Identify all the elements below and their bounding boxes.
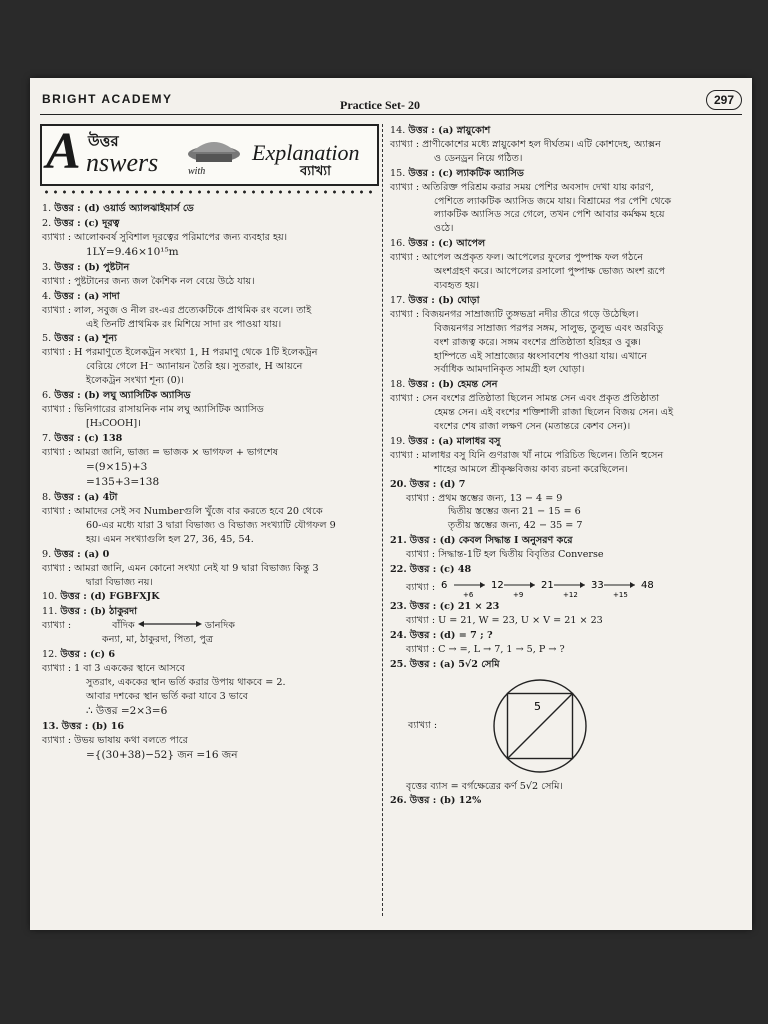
banner-uttor: উত্তর xyxy=(88,132,119,150)
answer-9: 9. উত্তর : (a) 0 ব্যাখ্যা : আমরা জানি, এমন কোনো সংখ্যা নেই যা 9 দ্বারা বিভাজ্য কিন্তু 3 দ্বারা বিভাজ্য নয়। xyxy=(42,548,319,588)
square-side-label: 5 xyxy=(534,699,541,713)
document-page xyxy=(30,78,752,930)
answer-2: 2. উত্তর : (c) দূরত্ব ব্যাখ্যা : আলোকবর্ষ সুবিশাল দূরত্বের পরিমাপের জন্য ব্যবহার হয়। 1LY=9.46×10¹⁵m xyxy=(42,217,288,258)
answer-21: 21. উত্তর : (d) কেবল সিদ্ধান্ত I অনুসরণ করে ব্যাখ্যা : সিদ্ধান্ত-1টি হল দ্বিতীয় বিবৃতির Converse xyxy=(390,535,604,561)
arrow-head-icon xyxy=(630,582,635,588)
answer-6: 6. উত্তর : (b) লঘু অ্যাসিটিক অ্যাসিড ব্যাখ্যা : ভিনিগারের রাসায়নিক নাম লঘু অ্যাসিটিক অ্যাসিড [H₃COOH]। xyxy=(42,390,264,429)
answer-17: 17. উত্তর : (b) ঘোড়া ব্যাখ্যা : বিজয়নগর সাম্রাজ্যটি তুঙ্গভদ্রা নদীর তীরে গড়ে উঠেছিল। বিজয়নগর সাম্রাজ্য পরপর সঙ্গম, সালুভ, তুলুভ এবং অরবিডু বংশ রাজত্ব করে। সঙ্গম বংশের প্রতিষ্ঠাতা হরিহর ও বুক্ক। হাম্পিতে এই সাম্রাজ্যের ধ্বংসাবশেষ পাওয়া যায়। এখানে সর্বাধিক আমদানিকৃত সামগ্রী হল ঘোড়া। xyxy=(390,294,664,376)
answer-3: 3. উত্তর : (b) পুষ্টটান ব্যাখ্যা : পুষ্টটানের জন্য জল কৈশিক নল বেয়ে উঠে যায়। xyxy=(42,261,255,287)
answer-8: 8. উত্তর : (a) 4টা ব্যাখ্যা : আমাদের সেই সব Numberগুলি খুঁজে বার করতে হবে 20 থেকে 60-এর মধ্যে যারা 3 দ্বারা বিভাজ্য ও বিভাজ্য সংখ্যাটি যৌগফল 9 হয়। এমন সংখ্যাগুলি হল 27, 36, 45, 54. xyxy=(42,492,336,545)
answer-16: 16. উত্তর : (c) আপেল ব্যাখ্যা : আপেল অপ্রকৃত ফল। আপেলের ফুলের পুষ্পাক্ষ ফল গঠনে অংশগ্রহণ করে। আপেলের রসালো পুষ্পাক্ষ ভোজ্য অংশ রূপে ব্যবহৃত হয়। xyxy=(390,238,665,291)
answer-18: 18. উত্তর : (b) হেমন্ত সেন ব্যাখ্যা : সেন বংশের প্রতিষ্ঠাতা ছিলেন সামন্ত সেন এবং প্রকৃত প্রতিষ্ঠাতা হেমন্ত সেন। এই বংশের শক্তিশালী রাজা ছিলেন বিজয় সেন। এই বংশের শেষ রাজা লক্ষণ সেন (মতান্তরে কেশব সেন)। xyxy=(390,379,674,433)
answer-22: 22. উত্তর : (c) 48 ব্যাখ্যা : 6 +6 12 +9 21 +12 33 +15 48 xyxy=(390,563,742,599)
answer-23: 23. উত্তর : (c) 21 × 23 ব্যাখ্যা : U = 21, W = 23, U × V = 21 × 23 xyxy=(390,601,603,626)
answer-20: 20. উত্তর : (d) 7 ব্যাখ্যা : প্রথম স্তম্ভের জন্য, 13 − 4 = 9 দ্বিতীয় স্তম্ভের জন্য 21 − 15 = 6 তৃতীয় স্তম্ভের জন্য, 42 − 35 = 7 xyxy=(390,478,583,532)
column-divider xyxy=(382,124,383,916)
sequence-step: +12 xyxy=(563,591,578,599)
page-number: 297 xyxy=(706,90,742,110)
sequence-number: 21 xyxy=(541,580,554,591)
sequence-number: 6 xyxy=(441,580,448,591)
banner-answers: nswers xyxy=(86,148,159,177)
answer-26: 26. উত্তর : (b) 12% xyxy=(390,795,482,807)
answer-19: 19. উত্তর : (a) মালাধর বসু ব্যাখ্যা : মালাধর বসু যিনি গুণরাজ খাঁ নামে পরিচিত ছিলেন। তিনি হুসেন শাহের আমলে শ্রীকৃষ্ণবিজয় কাব্য রচনা করেছিলেন। xyxy=(390,435,664,475)
arrow-head-icon xyxy=(480,582,485,588)
answer-4: 4. উত্তর : (a) সাদা ব্যাখ্যা : লাল, সবুজ ও নীল রং-এর প্রত্যেকটিকে প্রাথমিক রং বলে। তাই এই তিনটি প্রাথমিক রং মিশিয়ে সাদা রং পাওয়া যায়। xyxy=(42,290,312,330)
answers-banner xyxy=(40,124,379,186)
sequence-number: 12 xyxy=(491,580,504,591)
banner-letter: A xyxy=(46,123,81,180)
page-header xyxy=(40,88,742,115)
answer-11: 11. উত্তর : (b) ঠাকুরদা ব্যাখ্যা : বাঁদিক ডানদিক কন্যা, মা, ঠাকুরদা, পিতা, পুত্র xyxy=(42,606,235,646)
answer-1: 1. উত্তর : (d) ওয়ার্ড অ্যালঝাইমার্স ডে xyxy=(42,203,194,214)
arrow-head-icon xyxy=(580,582,585,588)
sequence-step: +9 xyxy=(513,591,524,599)
answer-13: 13. উত্তর : (b) 16 ব্যাখ্যা : উভয় ভাষায় কথা বলতে পারে ={(30+38)−52} জন =16 জন xyxy=(42,720,238,761)
brand-name: BRIGHT ACADEMY xyxy=(42,92,173,106)
double-arrow-icon xyxy=(138,620,202,628)
dotted-rule xyxy=(42,190,378,194)
arrow-head-icon xyxy=(530,582,535,588)
circle-square-diagram xyxy=(488,674,598,778)
banner-explanation: Explanation xyxy=(252,140,360,165)
sequence-step: +15 xyxy=(613,591,628,599)
answer-24: 24. উত্তর : (d) = 7 ; ? ব্যাখ্যা : C → =, L → 7, 1 → 5, P → ? xyxy=(390,629,565,655)
sequence-number: 33 xyxy=(591,580,604,591)
left-column xyxy=(42,202,376,764)
answer-12: 12. উত্তর : (c) 6 ব্যাখ্যা : 1 বা 3 এককের স্থানে আসবে সুতরাং, এককের স্থান ভর্তি করার উপায় থাকবে = 2. আবার দশকের স্থান ভর্তি করা যাবে 3 ভাবে ∴ উত্তর =2×3=6 xyxy=(42,649,286,717)
answer-25: 25. উত্তর : (a) 5√2 সেমি ব্যাখ্যা : 5 বৃত্তের ব্যাস = বর্গক্ষেত্রের কর্ণ 5√2 সেমি। xyxy=(390,658,742,794)
sequence-number: 48 xyxy=(641,580,654,591)
answer-5: 5. উত্তর : (a) শূন্য ব্যাখ্যা : H পরমাণুতে ইলেকট্রন সংখ্যা 1, H পরমাণু থেকে 1টি ইলেকট্রন বেরিয়ে গেলে H⁻ অ্যানায়ন তৈরি হয়। সুতরাং, H আয়নে ইলেকট্রন সংখ্যা শূন্য (0)। xyxy=(42,333,318,387)
graduation-cap-icon xyxy=(184,132,244,166)
sequence-diagram xyxy=(435,577,695,599)
answer-15: 15. উত্তর : (c) ল্যাকটিক অ্যাসিড ব্যাখ্যা : অতিরিক্ত পরিশ্রম করার সময় পেশির অবসাদ দেখা যায় কারণ, পেশিতে ল্যাকটিক অ্যাসিড জমে যায়। বিশ্রামের পর পেশি থেকে ল্যাকটিক অ্যাসিড সরে গেলে, তখন পেশি আবার কর্মক্ষম হয়ে ওঠে। xyxy=(390,167,672,235)
answer-14: 14. উত্তর : (a) স্নায়ুকোশ ব্যাখ্যা : প্রাণীকোশের মধ্যে স্নায়ুকোশ হল দীর্ঘতম। এটি কোশদেহ, অ্যাক্সন ও ডেনড্রন নিয়ে গঠিত। xyxy=(390,125,661,164)
answer-7: 7. উত্তর : (c) 138 ব্যাখ্যা : আমরা জানি, ভাজ্য = ভাজক × ভাগফল + ভাগশেষ =(9×15)+3 =135+3=138 xyxy=(42,432,279,488)
practice-set-title: Practice Set- 20 xyxy=(340,98,420,112)
sequence-step: +6 xyxy=(463,591,474,599)
banner-with: with xyxy=(188,166,206,177)
answer-10: 10. উত্তর : (d) FGBFXJK xyxy=(42,591,160,603)
banner-byakhya: ব্যাখ্যা xyxy=(300,164,331,179)
right-column xyxy=(390,124,742,809)
